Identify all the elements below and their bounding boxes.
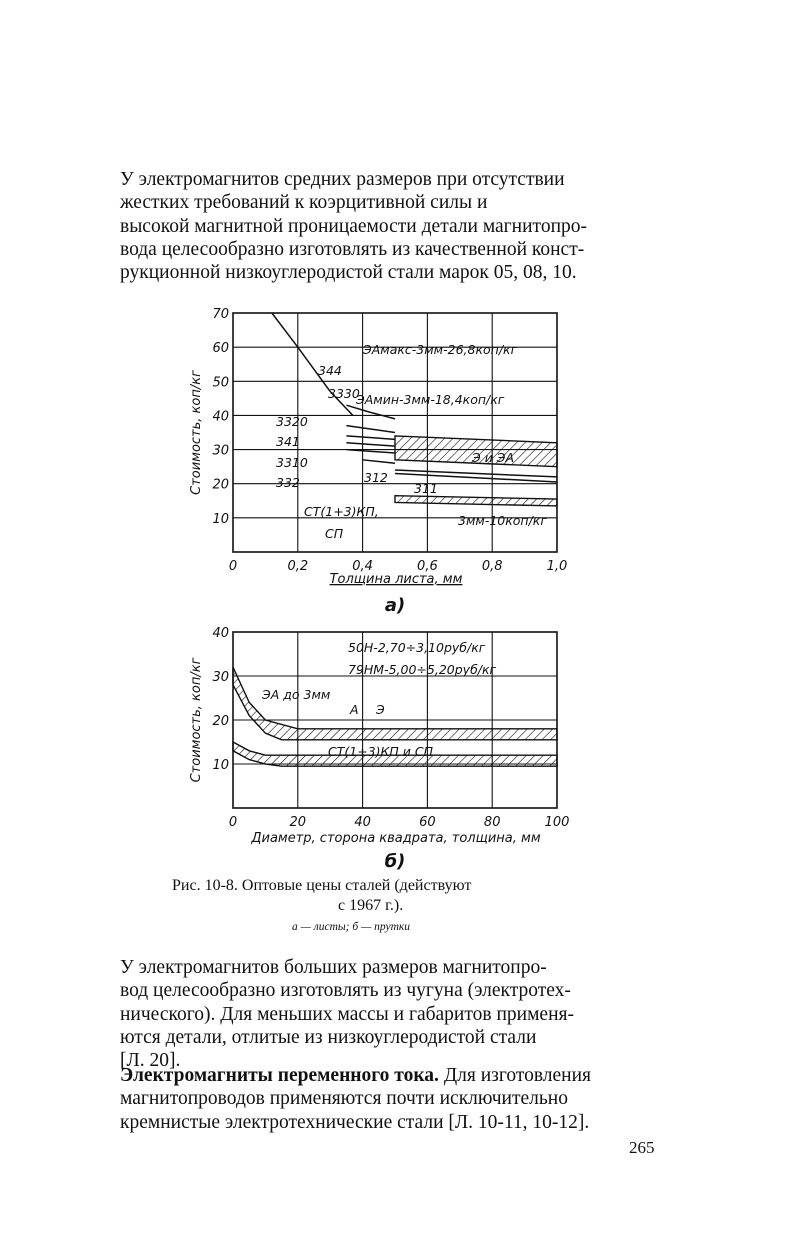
series-label: 344 <box>318 363 342 378</box>
annotation-50n: 50Н-2,70÷3,10руб/кг <box>348 640 486 655</box>
x-tick-label: 0,4 <box>352 559 373 574</box>
figure-caption-line2: с 1967 г.). <box>338 897 404 914</box>
p3-line: кремнистые электротехнические стали [Л. 10-11, 10-12]. <box>120 1111 590 1133</box>
p2-line: [Л. 20]. <box>120 1050 181 1072</box>
x-tick-label: 0,2 <box>287 559 309 574</box>
p1-line: высокой магнитной проницаемости детали магнитопро- <box>120 215 588 237</box>
series-label: 3310 <box>276 455 308 470</box>
annotation-ea-min: ЭАмин-3мм-18,4коп/кг <box>356 392 505 407</box>
series-label: 312 <box>364 470 388 485</box>
x-tick-label: 100 <box>544 815 570 830</box>
p2-line: ются детали, отлитые из низкоуглеродистой стали <box>120 1026 537 1048</box>
panel-label: б) <box>384 851 406 872</box>
page-number: 265 <box>629 1138 655 1157</box>
y-axis-label: Стоимость, коп/кг <box>189 370 204 495</box>
section-heading: Электромагниты переменного тока. <box>120 1065 439 1086</box>
annotation-ea-3mm: ЭА до 3мм <box>262 687 331 702</box>
annotation-e: Э <box>376 702 385 717</box>
x-tick-label: 0,6 <box>417 559 438 574</box>
p3-first-rest: Для изготовления <box>438 1065 592 1086</box>
y-tick-label: 30 <box>212 443 229 459</box>
x-tick-label: 60 <box>419 815 436 830</box>
y-tick-label: 40 <box>212 626 229 641</box>
figure-caption-line1: Рис. 10-8. Оптовые цены сталей (действуют <box>172 877 472 894</box>
p2-line: вод целесообразно изготовлять из чугуна (электротех- <box>120 980 571 1002</box>
x-tick-label: 0,8 <box>481 559 503 574</box>
p1-line: рукционной низкоуглеродистой стали марок 05, 08, 10. <box>120 262 577 284</box>
series-line <box>346 426 395 433</box>
series-label: 3320 <box>276 414 308 429</box>
x-axis-label: Диаметр, сторона квадрата, толщина, мм <box>251 831 541 846</box>
x-tick-label: 0 <box>228 559 238 574</box>
series-band <box>233 667 557 740</box>
y-axis-label: Стоимость, коп/кг <box>189 657 204 783</box>
y-tick-label: 10 <box>212 758 229 773</box>
y-tick-label: 20 <box>212 477 229 493</box>
series-line <box>346 443 395 446</box>
annotation-79nm: 79НМ-5,00÷5,20руб/кг <box>348 662 497 677</box>
y-tick-label: 50 <box>212 375 229 391</box>
series-line <box>346 405 395 419</box>
p1-line: вода целесообразно изготовлять из качественной конст- <box>120 238 585 260</box>
series-label: 341 <box>276 434 300 449</box>
p1-line: У электромагнитов средних размеров при отсутствии <box>120 169 565 190</box>
y-tick-label: 40 <box>212 409 229 425</box>
p3-line: магнитопроводов применяются почти исключительно <box>120 1088 568 1110</box>
y-tick-label: 10 <box>212 511 229 527</box>
annotation-st-kp-sp: СТ(1÷3)КП и СП <box>328 744 433 759</box>
annotation-a: А <box>350 702 359 717</box>
series-label: 311 <box>414 481 438 496</box>
x-tick-label: 0 <box>228 815 238 830</box>
series-line <box>395 470 557 477</box>
annotation-3mm: 3мм-10коп/кг <box>458 513 547 528</box>
band-st-kp-sp <box>395 496 557 506</box>
figure-caption-legend: а — листы; б — прутки <box>292 921 411 933</box>
annotation-e-ea: Э и ЭА <box>472 450 515 465</box>
x-tick-label: 80 <box>483 815 501 830</box>
x-tick-label: 40 <box>354 815 371 830</box>
y-tick-label: 20 <box>212 714 229 729</box>
annotation-ea-max: ЭАмакс-3мм-26,8коп/кг <box>363 342 518 357</box>
p1-line: жестких требований к коэрцитивной силы и <box>120 192 488 214</box>
x-axis-label: Толщина листа, мм <box>329 572 463 587</box>
series-label: 332 <box>276 475 300 490</box>
paragraph-3 <box>118 1064 665 1134</box>
annotation-st: СТ(1+3)КП, <box>304 504 379 519</box>
series-label: 3330 <box>328 386 360 401</box>
annotation-sp: СП <box>325 526 344 541</box>
series-line <box>346 436 395 439</box>
y-tick-label: 60 <box>212 341 229 357</box>
p2-line: нического). Для меньших массы и габаритов применя- <box>120 1003 574 1025</box>
y-tick-label: 30 <box>212 670 229 685</box>
x-tick-label: 1,0 <box>546 559 568 574</box>
p2-line: У электромагнитов больших размеров магнитопро- <box>120 957 547 978</box>
panel-label: а) <box>384 595 406 616</box>
paragraph-2 <box>118 956 665 1072</box>
x-tick-label: 20 <box>289 815 307 830</box>
series-line <box>363 460 395 463</box>
p3-line <box>118 1064 665 1087</box>
y-tick-label: 70 <box>212 307 229 322</box>
